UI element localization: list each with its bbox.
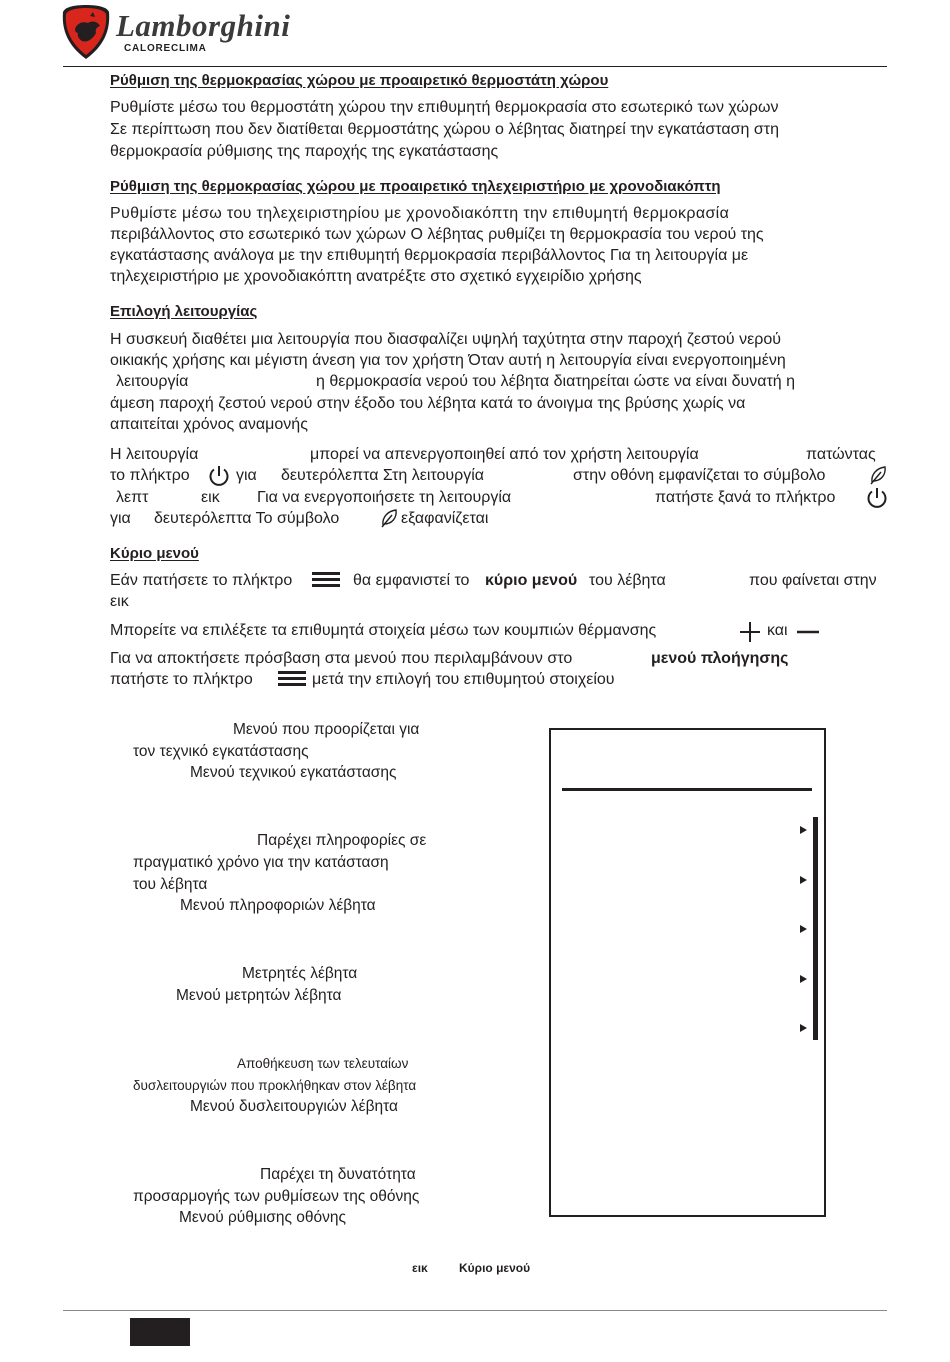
minus-icon (796, 621, 820, 643)
text-line: περιβάλλοντος στο εσωτερικό των χώρων Ο λέβητας ρυθμίζει τη θερμοκρασία του νερού της (110, 226, 764, 243)
text-fragment: μπορεί να απενεργοποιηθεί από τον χρήστη λειτουργία (310, 446, 699, 463)
text-fragment: εξαφανίζεται (401, 510, 489, 527)
text-fragment: του λέβητα (589, 572, 666, 589)
text-fragment: κύριο μενού (485, 572, 578, 589)
text-fragment: Μπορείτε να επιλέξετε τα επιθυμητά στοιχεία μέσω των κουμπιών θέρμανσης (110, 622, 657, 639)
menu-desc-title: Μενού δυσλειτουργιών λέβητα (190, 1098, 398, 1115)
menu-desc-text: Μετρητές λέβητα (242, 965, 358, 982)
text-fragment: λεπτ (116, 489, 149, 506)
text-line: θερμοκρασία ρύθμισης της παροχής της εγκατάστασης (110, 143, 499, 160)
text-line: άμεση παροχή ζεστού νερού στην έξοδο του λέβητα κατά το άνοιγμα της βρύσης χωρίς να (110, 395, 746, 412)
menu-desc-text: Παρέχει τη δυνατότητα (260, 1166, 416, 1183)
menu-desc-title: Μενού μετρητών λέβητα (176, 987, 342, 1004)
menu-desc-text: Αποθήκευση των τελευταίων (237, 1056, 409, 1071)
power-icon (207, 464, 231, 488)
page-number-tab (130, 1318, 190, 1346)
text-line: Ρυθμίστε μέσω του τηλεχειριστηρίου με χρονοδιακόπτη την επιθυμητή θερμοκρασία (110, 205, 730, 222)
brand-wordmark: Lamborghini (116, 8, 291, 43)
menu-arrow-icon (800, 826, 807, 834)
menu-icon (312, 572, 340, 590)
text-line: λειτουργία (116, 373, 189, 390)
text-line: Σε περίπτωση που δεν διατίθεται θερμοστάτης χώρου ο λέβητας διατηρεί την εγκατάσταση στη (110, 121, 779, 138)
menu-desc-title: Μενού πληροφοριών λέβητα (180, 897, 376, 914)
menu-arrow-icon (800, 1024, 807, 1032)
menu-icon (278, 671, 306, 689)
text-line: εγκατάστασης ανάλογα με την επιθυμητή θερμοκρασία περιβάλλοντος Για τη λειτουργία με (110, 247, 749, 264)
menu-desc-text: πραγματικό χρόνο για την κατάσταση (133, 854, 389, 871)
display-header-rule (562, 788, 812, 791)
text-fragment: και (767, 622, 788, 639)
text-fragment: μετά την επιλογή του επιθυμητού στοιχείου (312, 671, 615, 688)
eco-leaf-icon (380, 508, 398, 528)
heading-room-thermostat: Ρύθμιση της θερμοκρασίας χώρου με προαιρετικό θερμοστάτη χώρου (110, 72, 609, 89)
menu-desc-text: δυσλειτουργιών που προκλήθηκαν στον λέβητα (133, 1078, 417, 1093)
text-fragment: Για να αποκτήσετε πρόσβαση στα μενού που περιλαμβάνουν στο (110, 650, 573, 667)
text-fragment: πατήστε ξανά το πλήκτρο (655, 489, 836, 506)
text-fragment: εικ (201, 489, 220, 506)
menu-desc-title: Μενού τεχνικού εγκατάστασης (190, 764, 397, 781)
text-fragment: για (110, 510, 131, 527)
menu-desc-text: Μενού που προορίζεται για (233, 721, 420, 738)
brand-subtitle: CALORECLIMA (124, 43, 207, 54)
text-fragment: στην οθόνη εμφανίζεται το σύμβολο (573, 467, 826, 484)
text-fragment: δευτερόλεπτα Στη λειτουργία (281, 467, 485, 484)
text-line: οικιακής χρήσης και μέγιστη άνεση για τον χρήστη Όταν αυτή η λειτουργία είναι ενεργοποιημένη (110, 352, 786, 369)
menu-arrow-icon (800, 925, 807, 933)
text-line: Ρυθμίστε μέσω του θερμοστάτη χώρου την επιθυμητή θερμοκρασία στο εσωτερικό των χώρων (110, 99, 779, 116)
text-fragment: Εάν πατήσετε το πλήκτρο (110, 572, 293, 589)
menu-desc-title: Μενού ρύθμισης οθόνης (179, 1209, 346, 1226)
footer-divider (63, 1310, 887, 1311)
display-screen-frame (549, 728, 826, 1217)
heading-main-menu: Κύριο μενού (110, 545, 199, 562)
header-divider (63, 66, 887, 67)
text-fragment: το πλήκτρο (110, 467, 190, 484)
text-line: τηλεχειριστήριο με χρονοδιακόπτη ανατρέξτε στο σχετικό εγχειρίδιο χρήσης (110, 268, 642, 285)
menu-desc-text: Παρέχει πληροφορίες σε (257, 832, 427, 849)
text-line: η θερμοκρασία νερού του λέβητα διατηρείται ώστε να είναι δυνατή η (316, 373, 796, 390)
lamborghini-bull-logo (60, 3, 112, 61)
text-fragment: πατώντας (806, 446, 876, 463)
eco-leaf-icon (869, 465, 887, 485)
plus-icon (739, 621, 761, 643)
text-fragment: δευτερόλεπτα Το σύμβολο (154, 510, 340, 527)
text-line: απαιτείται χρόνος αναμονής (110, 416, 308, 433)
menu-desc-text: του λέβητα (133, 876, 208, 893)
heading-remote-control: Ρύθμιση της θερμοκρασίας χώρου με προαιρετικό τηλεχειριστήριο με χρονοδιακόπτη (110, 178, 721, 195)
menu-arrow-icon (800, 975, 807, 983)
display-scrollbar (813, 817, 818, 1040)
text-fragment: εικ (110, 593, 129, 610)
menu-arrow-icon (800, 876, 807, 884)
text-fragment: Η λειτουργία (110, 446, 199, 463)
figure-caption-label: Κύριο μενού (459, 1261, 531, 1275)
text-fragment: μενού πλοήγησης (651, 650, 789, 667)
menu-desc-text: τον τεχνικό εγκατάστασης (133, 743, 309, 760)
text-fragment: για (236, 467, 257, 484)
menu-desc-text: προσαρμογής των ρυθμίσεων της οθόνης (133, 1188, 420, 1205)
figure-caption-ref: εικ (412, 1261, 428, 1275)
heading-function-select: Επιλογή λειτουργίας (110, 303, 258, 320)
text-fragment: θα εμφανιστεί το (353, 572, 470, 589)
power-icon (865, 486, 889, 510)
text-fragment: που φαίνεται στην (749, 572, 877, 589)
text-fragment: Για να ενεργοποιήσετε τη λειτουργία (257, 489, 512, 506)
text-line: Η συσκευή διαθέτει μια λειτουργία που διασφαλίζει υψηλή ταχύτητα στην παροχή ζεστού νερού (110, 331, 781, 348)
text-fragment: πατήστε το πλήκτρο (110, 671, 253, 688)
